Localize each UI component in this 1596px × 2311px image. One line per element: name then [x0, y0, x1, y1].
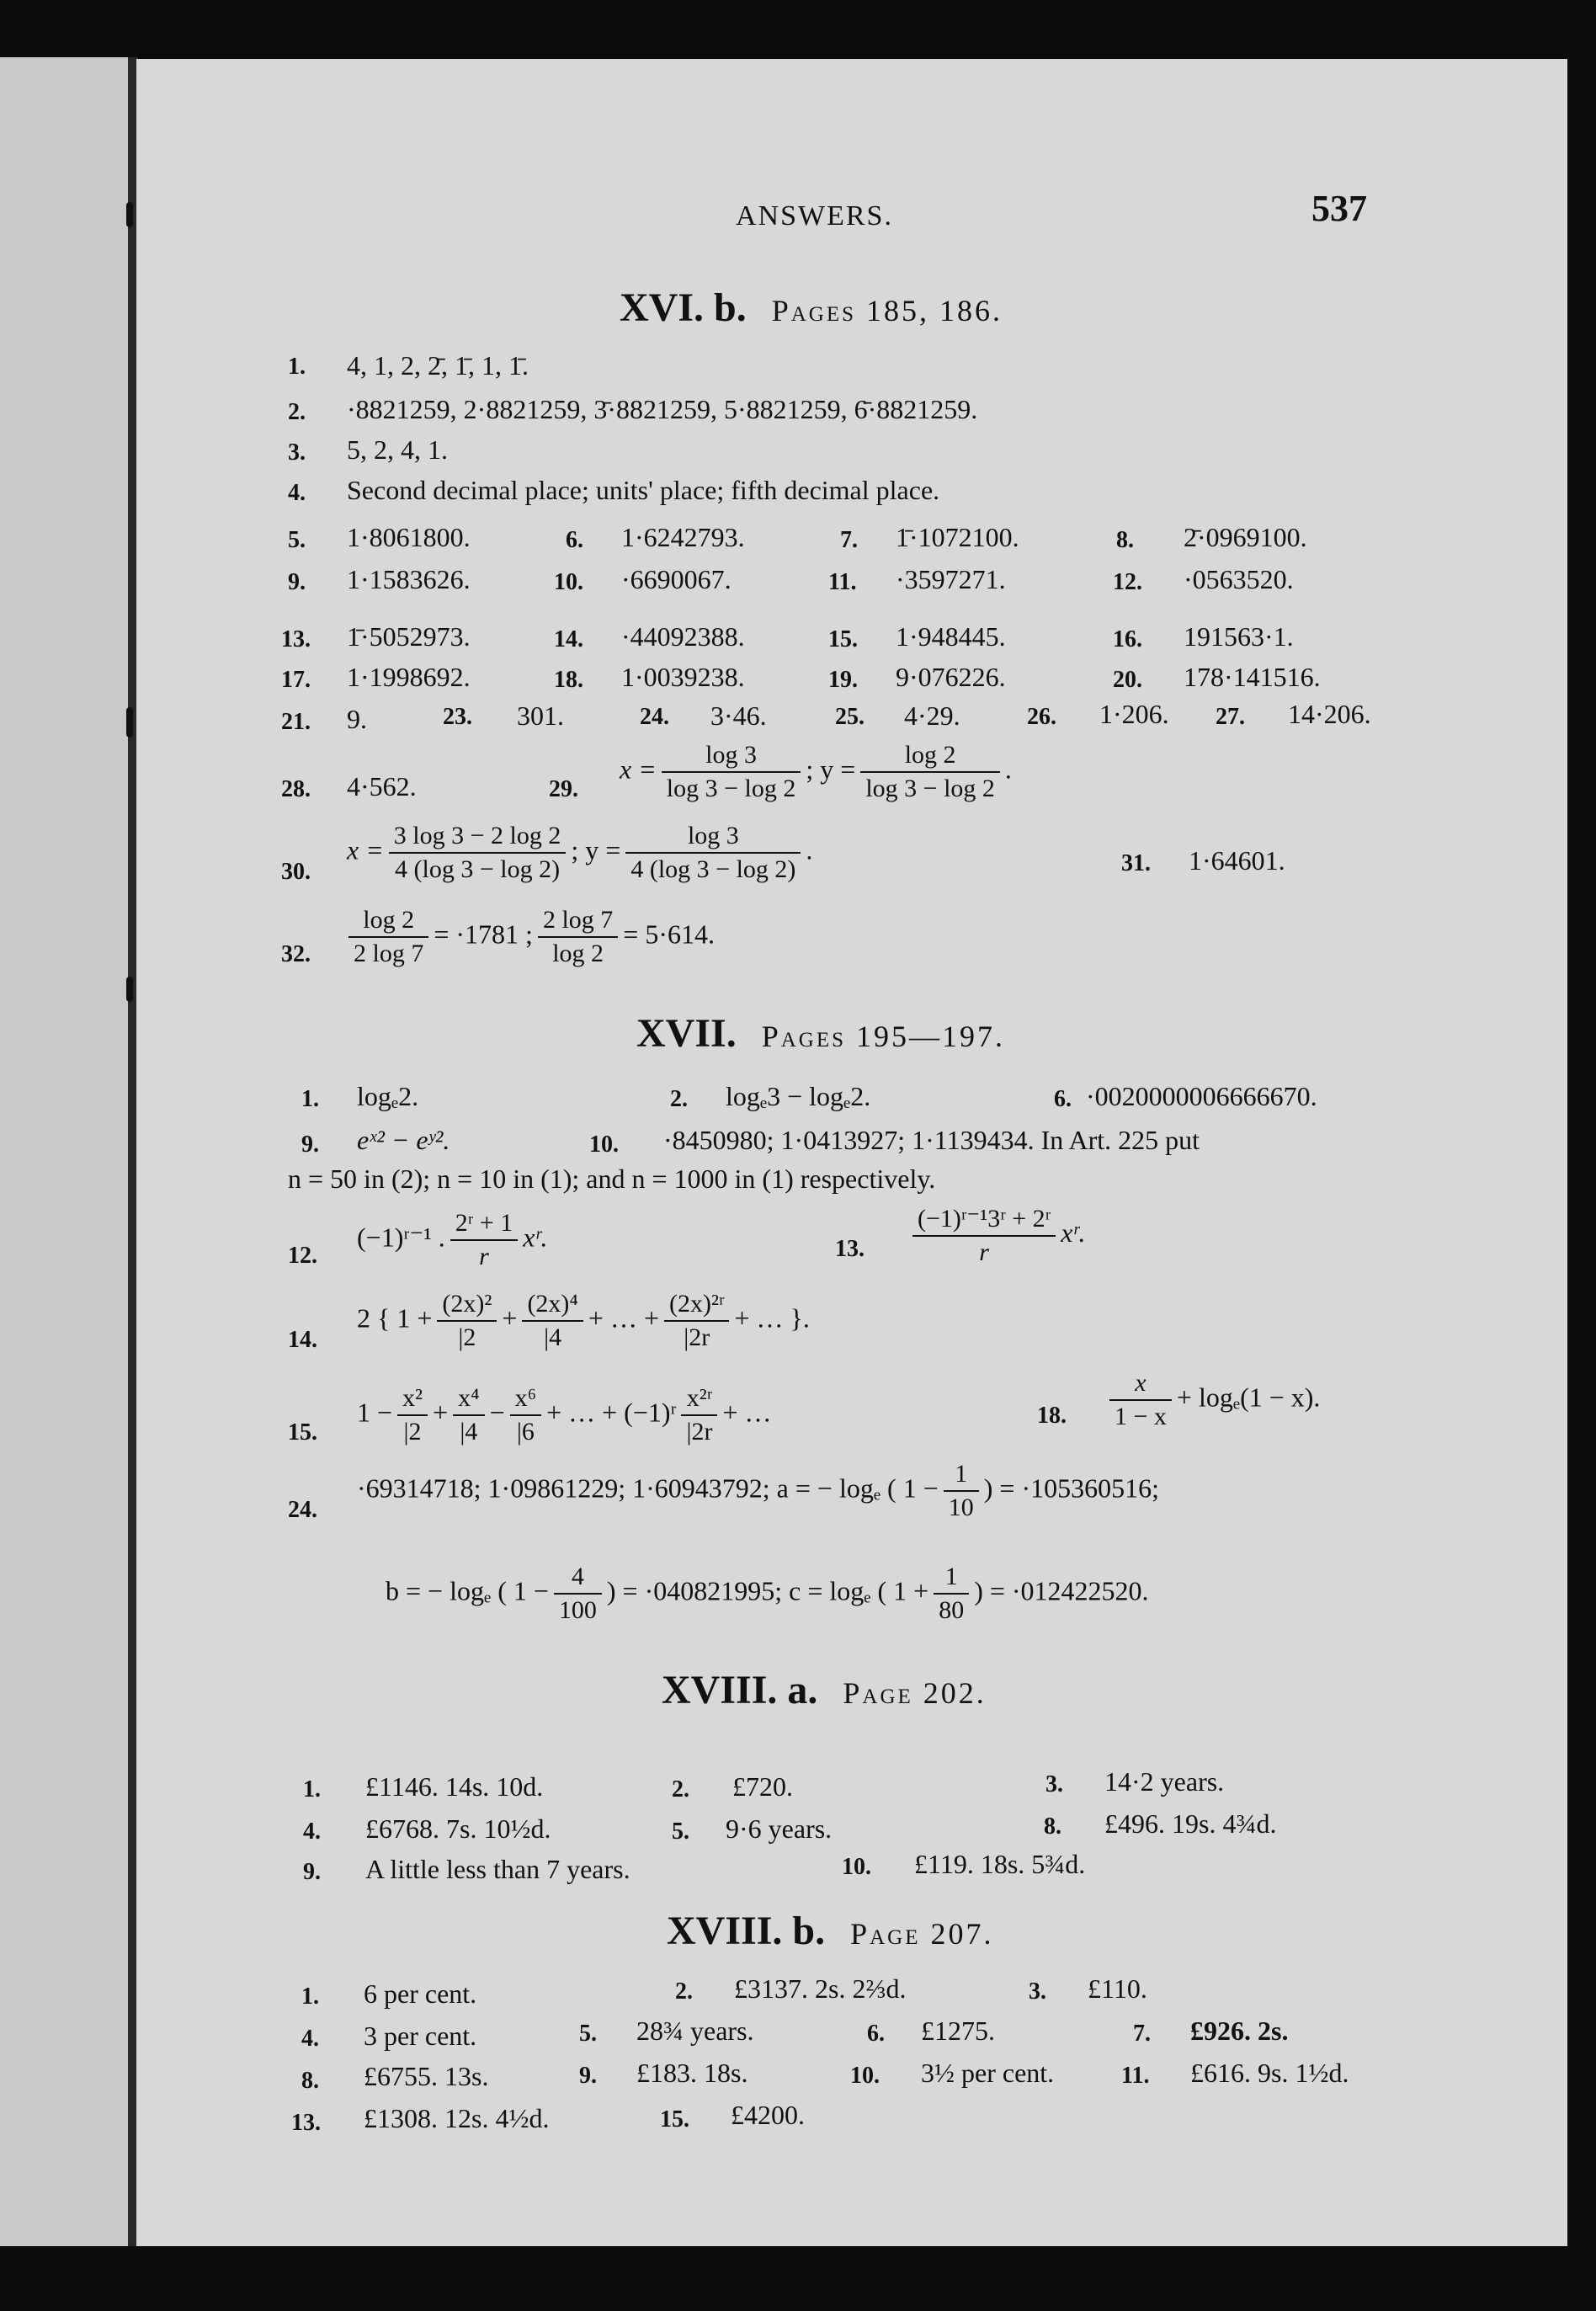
formula-text: . — [806, 834, 813, 865]
answer-text: £496. 19s. 4¾d. — [1104, 1808, 1277, 1839]
denominator: r — [979, 1238, 989, 1266]
answer-number: 15. — [660, 2106, 689, 2133]
answer-number: 9. — [303, 1859, 321, 1885]
numerator: (2x)² — [437, 1290, 497, 1322]
answer-text: 301. — [517, 700, 564, 731]
answer-number: 3. — [288, 439, 306, 466]
answer-text: £6768. 7s. 10½d. — [365, 1813, 551, 1844]
answer-text: 9·076226. — [896, 662, 1006, 692]
formula-12 — [357, 1209, 548, 1271]
answer-text: 1·1583626. — [347, 564, 471, 594]
formula-text: ) = ·040821995; c = logₑ ( 1 + — [606, 1575, 929, 1606]
formula-text: − — [489, 1397, 505, 1428]
formula-24 — [357, 1460, 1159, 1522]
fraction — [510, 1384, 541, 1446]
answer-text: logₑ2. — [357, 1081, 419, 1111]
formula-text: ) = ·105360516; — [983, 1472, 1159, 1504]
fraction — [860, 741, 1000, 803]
answer-number: 8. — [1116, 527, 1134, 553]
answer-number: 24. — [288, 1497, 317, 1523]
scan-mark — [126, 202, 133, 227]
formula-30 — [347, 822, 812, 884]
answer-number: 23. — [443, 704, 472, 730]
answer-text: £4200. — [731, 2100, 805, 2130]
answer-text: 3 per cent. — [364, 2021, 477, 2051]
fraction — [554, 1563, 602, 1625]
formula-text: (−1)ʳ⁻¹ . — [357, 1222, 445, 1253]
running-header: ANSWERS. — [736, 200, 893, 232]
section-title: XVIII. b. — [667, 1909, 826, 1953]
formula-15 — [357, 1384, 772, 1446]
denominator: r — [479, 1243, 489, 1270]
formula-29 — [620, 741, 1012, 803]
fraction — [453, 1384, 484, 1446]
answer-text: 1·8061800. — [347, 522, 471, 552]
formula-text: ; y = — [806, 753, 856, 785]
answer-number: 10. — [850, 2063, 880, 2089]
formula-text: + logₑ(1 − x). — [1176, 1382, 1321, 1413]
answer-text: £1275. — [921, 2015, 995, 2046]
answer-number: 9. — [288, 569, 306, 595]
fraction — [662, 741, 801, 803]
answer-number: 6. — [1054, 1086, 1072, 1112]
denominator: |2r — [686, 1418, 713, 1446]
answer-text: ·6690067. — [621, 564, 732, 594]
formula-text: xʳ. — [523, 1222, 548, 1253]
answer-number: 5. — [579, 2021, 597, 2047]
answer-text: 178·141516. — [1184, 662, 1321, 692]
formula-18 — [1104, 1369, 1320, 1431]
numerator: 2ʳ + 1 — [450, 1209, 518, 1241]
fraction — [437, 1290, 497, 1352]
formula-13 — [907, 1204, 1086, 1267]
numerator: 1 — [934, 1563, 969, 1595]
answer-text: 28¾ years. — [636, 2015, 754, 2046]
fraction — [397, 1384, 428, 1446]
section-pages: Page 207. — [850, 1917, 994, 1951]
answer-text: 1·6242793. — [621, 522, 745, 552]
numerator: x⁶ — [510, 1384, 541, 1416]
answer-number: 10. — [589, 1132, 619, 1158]
answer-number: 12. — [1113, 569, 1142, 595]
answer-number: 24. — [640, 704, 669, 730]
answer-number: 27. — [1216, 704, 1245, 730]
answer-number: 14. — [554, 626, 583, 652]
answer-number: 26. — [1027, 704, 1056, 730]
answer-text: £110. — [1088, 1973, 1147, 2004]
denominator: log 3 − log 2 — [865, 775, 995, 802]
numerator: 4 — [554, 1563, 602, 1595]
section-pages: Page 202. — [843, 1676, 987, 1710]
formula-text: x = — [347, 834, 384, 865]
answer-text: £720. — [732, 1771, 793, 1802]
numerator: x²ʳ — [681, 1384, 717, 1416]
formula-32 — [343, 906, 715, 968]
denominator: log 2 — [552, 940, 604, 967]
formula-text: + … + — [588, 1302, 659, 1334]
section-pages: Pages 185, 186. — [771, 294, 1003, 327]
answer-text: £926. 2s. — [1190, 2015, 1289, 2046]
answer-number: 25. — [835, 704, 864, 730]
numerator: log 2 — [348, 906, 428, 938]
answer-number: 4. — [303, 1818, 321, 1845]
fraction — [538, 906, 618, 968]
fraction — [944, 1460, 979, 1522]
fraction — [664, 1290, 730, 1352]
numerator: 3 log 3 − 2 log 2 — [389, 822, 567, 854]
answer-number: 29. — [549, 776, 578, 802]
formula-text: 2 { 1 + — [357, 1302, 433, 1334]
answer-text: 1·206. — [1099, 699, 1169, 729]
answer-number: 1. — [288, 354, 306, 380]
fraction — [625, 822, 801, 884]
fraction — [348, 906, 428, 968]
answer-number: 2. — [675, 1978, 693, 2005]
formula-text: + … — [722, 1397, 772, 1428]
answer-text: ·8450980; 1·0413927; 1·1139434. In Art. 225 put — [663, 1125, 1200, 1155]
formula-text: = 5·614. — [623, 919, 715, 950]
formula-text: = ·1781 ; — [434, 919, 533, 950]
formula-text: + — [433, 1397, 449, 1428]
answer-text: 191563·1. — [1184, 621, 1294, 652]
section-pages: Pages 195—197. — [761, 1020, 1005, 1053]
denominator: |2r — [684, 1323, 710, 1351]
answer-number: 6. — [867, 2021, 885, 2047]
section-heading-xviii-a — [662, 1667, 987, 1713]
answer-text: ·44092388. — [621, 621, 745, 652]
answer-text: 14·2 years. — [1104, 1766, 1225, 1797]
section-title: XVIII. a. — [662, 1668, 818, 1712]
answer-text: ·0020000006666670. — [1086, 1081, 1317, 1111]
answer-number: 8. — [1044, 1813, 1061, 1840]
answer-text: 3½ per cent. — [921, 2058, 1055, 2088]
answer-number: 1. — [301, 1086, 319, 1112]
fraction — [912, 1204, 1056, 1267]
numerator: x⁴ — [453, 1384, 484, 1416]
answer-number: 20. — [1113, 667, 1142, 693]
answer-text: 1·948445. — [896, 621, 1006, 652]
formula-text: xʳ. — [1061, 1217, 1086, 1248]
answer-text: n = 50 in (2); n = 10 in (1); and n = 1000 in (1) respectively. — [288, 1163, 936, 1194]
answer-number: 5. — [288, 527, 306, 553]
answer-number: 14. — [288, 1327, 317, 1353]
numerator: (−1)ʳ⁻¹3ʳ + 2ʳ — [912, 1204, 1056, 1237]
answer-text: 1·1998692. — [347, 662, 471, 692]
answer-number: 1. — [303, 1776, 321, 1802]
formula-text: + — [502, 1302, 518, 1334]
answer-number: 13. — [281, 626, 311, 652]
answer-text: 3·46. — [710, 700, 767, 731]
answer-text: £1308. 12s. 4½d. — [364, 2103, 550, 2133]
answer-text: 9. — [347, 704, 367, 734]
answer-text: 1·64601. — [1189, 845, 1285, 876]
section-heading-xvii — [636, 1010, 1005, 1057]
answer-number: 4. — [301, 2026, 319, 2052]
answer-number: 13. — [291, 2110, 321, 2136]
answer-number: 31. — [1121, 850, 1151, 876]
answer-number: 3. — [1029, 1978, 1046, 2005]
answer-number: 21. — [281, 709, 311, 735]
answer-text: Second decimal place; units' place; fifth decimal place. — [347, 475, 940, 505]
denominator: 2 log 7 — [354, 940, 424, 967]
fraction — [389, 822, 567, 884]
formula-text: ) = ·012422520. — [974, 1575, 1149, 1606]
answer-text: ·8821259, 2·8821259, 3̄·8821259, 5·8821259, 6̄·8821259. — [347, 394, 978, 424]
answer-number: 10. — [554, 569, 583, 595]
denominator: |4 — [460, 1418, 478, 1446]
answer-text: £616. 9s. 1½d. — [1190, 2058, 1349, 2088]
section-title: XVI. b. — [620, 285, 747, 330]
answer-number: 18. — [554, 667, 583, 693]
answer-number: 13. — [835, 1236, 864, 1262]
numerator: 1 — [944, 1460, 979, 1492]
answer-number: 7. — [840, 527, 858, 553]
answer-number: 9. — [301, 1132, 319, 1158]
section-heading-xvi-b — [620, 285, 1003, 331]
answer-number: 12. — [288, 1243, 317, 1269]
formula-text: + … }. — [734, 1302, 810, 1334]
denominator: |2 — [458, 1323, 476, 1351]
answer-text: 4·29. — [904, 700, 960, 731]
formula-text: b = − logₑ ( 1 − — [386, 1575, 549, 1606]
answer-text: 4, 1, 2, 2̄, 1̄, 1, 1̄. — [347, 350, 529, 381]
formula-text: ·69314718; 1·09861229; 1·60943792; a = − logₑ ( 1 − — [357, 1472, 939, 1504]
denominator: |6 — [516, 1418, 535, 1446]
denominator: log 3 − log 2 — [666, 775, 796, 802]
numerator: (2x)²ʳ — [664, 1290, 730, 1322]
answer-text: eˣ² − eʸ². — [357, 1125, 450, 1155]
formula-text: 1 − — [357, 1397, 393, 1428]
answer-number: 2. — [670, 1086, 688, 1112]
formula-text: + … + (−1)ʳ — [546, 1397, 677, 1428]
answer-number: 6. — [566, 527, 583, 553]
denominator: 1 − x — [1115, 1403, 1167, 1430]
answer-text: 1·0039238. — [621, 662, 745, 692]
answer-number: 4. — [288, 480, 306, 506]
answer-row — [288, 354, 306, 381]
denominator: 4 (log 3 − log 2) — [630, 855, 796, 883]
answer-number: 11. — [1121, 2063, 1150, 2089]
answer-number: 2. — [672, 1776, 689, 1802]
answer-text: £119. 18s. 5¾d. — [914, 1849, 1086, 1879]
fraction — [934, 1563, 969, 1625]
answer-text: 6 per cent. — [364, 1978, 477, 2009]
answer-number: 10. — [842, 1854, 871, 1880]
answer-number: 19. — [828, 667, 858, 693]
answer-number: 32. — [281, 941, 311, 967]
denominator: 10 — [948, 1494, 974, 1521]
page-number: 537 — [1311, 188, 1367, 229]
section-heading-xviii-b — [667, 1908, 993, 1954]
formula-text: x = — [620, 753, 657, 785]
denominator: 80 — [939, 1596, 965, 1624]
answer-text: ·0563520. — [1184, 564, 1294, 594]
answer-number: 9. — [579, 2063, 597, 2089]
numerator: log 3 — [625, 822, 801, 854]
answer-text: £6755. 13s. — [364, 2061, 489, 2091]
fraction — [450, 1209, 518, 1271]
answer-text: A little less than 7 years. — [365, 1854, 630, 1884]
numerator: 2 log 7 — [538, 906, 618, 938]
answer-number: 15. — [828, 626, 858, 652]
answer-number: 3. — [1045, 1771, 1063, 1797]
denominator: |2 — [403, 1418, 422, 1446]
fraction — [522, 1290, 583, 1352]
numerator: x — [1109, 1369, 1172, 1401]
answer-text: 1̄·1072100. — [896, 522, 1019, 552]
answer-number: 17. — [281, 667, 311, 693]
answer-text: 5, 2, 4, 1. — [347, 434, 448, 465]
numerator: log 3 — [662, 741, 801, 773]
scan-mark — [126, 707, 133, 737]
fraction — [681, 1384, 717, 1446]
answer-number: 30. — [281, 859, 311, 885]
formula-text: ; y = — [571, 834, 621, 865]
answer-text: £183. 18s. — [636, 2058, 748, 2088]
answer-number: 1. — [301, 1984, 319, 2010]
answer-number: 16. — [1113, 626, 1142, 652]
answer-text: 2̄·0969100. — [1184, 522, 1307, 552]
answer-number: 7. — [1133, 2021, 1151, 2047]
answer-text: 9·6 years. — [726, 1813, 833, 1844]
answer-text: £3137. 2s. 2⅔d. — [734, 1973, 907, 2004]
answer-number: 11. — [828, 569, 857, 595]
answer-text: 4·562. — [347, 771, 417, 801]
book-page — [136, 59, 1567, 2246]
answer-text: 1̄·5052973. — [347, 621, 471, 652]
answer-number: 5. — [672, 1818, 689, 1845]
answer-number: 2. — [288, 399, 306, 425]
answer-text: 14·206. — [1288, 699, 1371, 729]
numerator: (2x)⁴ — [522, 1290, 583, 1322]
answer-text: £1146. 14s. 10d. — [365, 1771, 544, 1802]
formula-14 — [357, 1290, 810, 1352]
answer-text: ·3597271. — [896, 564, 1006, 594]
formula-24-continued — [386, 1563, 1149, 1625]
answer-number: 18. — [1037, 1403, 1067, 1429]
answer-number: 8. — [301, 2068, 319, 2094]
section-title: XVII. — [636, 1011, 737, 1056]
denominator: 4 (log 3 − log 2) — [395, 855, 561, 883]
numerator: x² — [397, 1384, 428, 1416]
denominator: |4 — [544, 1323, 562, 1351]
facing-page-edge — [0, 57, 133, 2246]
answer-number: 15. — [288, 1419, 317, 1446]
fraction — [1109, 1369, 1172, 1431]
numerator: log 2 — [860, 741, 1000, 773]
scan-mark — [126, 977, 133, 1002]
answer-text: logₑ3 − logₑ2. — [726, 1081, 871, 1111]
formula-text: . — [1004, 753, 1012, 785]
answer-number: 28. — [281, 776, 311, 802]
denominator: 100 — [558, 1596, 597, 1624]
